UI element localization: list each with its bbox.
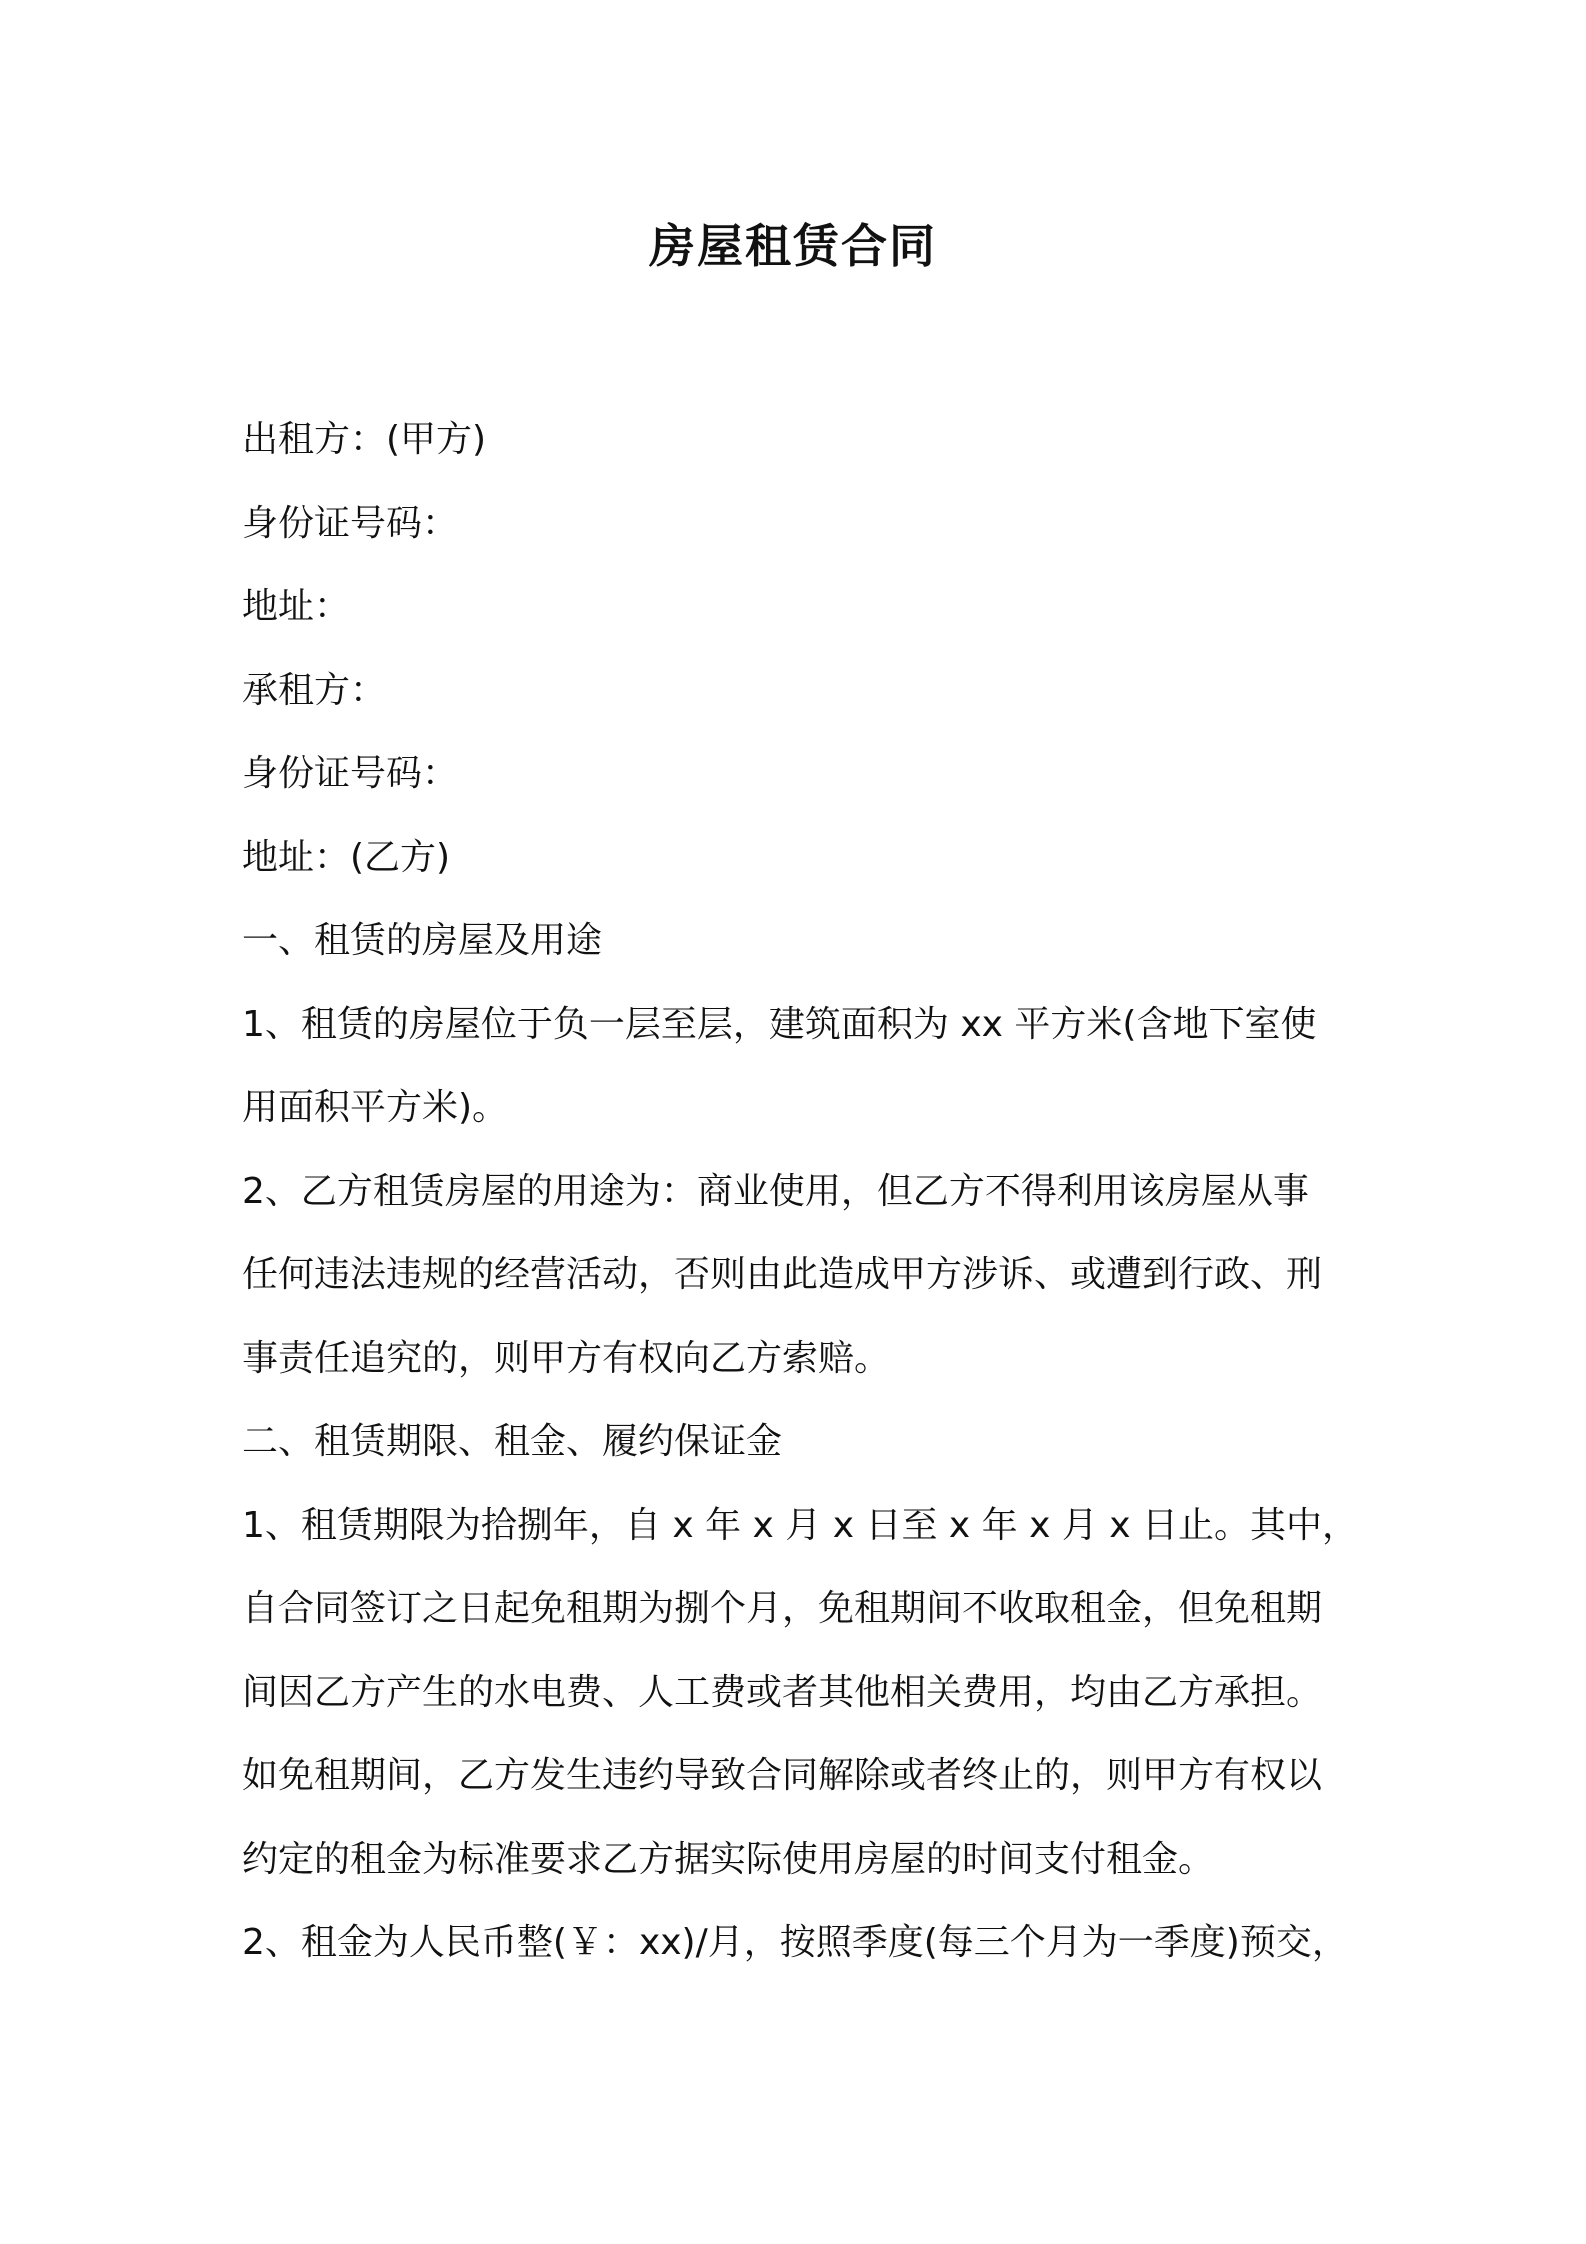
section-1-item-1-line-1: 1、租赁的房屋位于负一层至层，建筑面积为 xx 平方米(含地下室使: [242, 1003, 1317, 1045]
document-title: 房屋租赁合同: [649, 219, 937, 273]
section-2-heading: 二、租赁期限、租金、履约保证金: [242, 1421, 783, 1462]
lessor-line: 出租方：(甲方): [242, 419, 487, 460]
section-2-item-1-line-3: 间因乙方产生的水电费、人工费或者其他相关费用，均由乙方承担。: [242, 1671, 1323, 1713]
lessee-address-line: 地址：(乙方): [242, 836, 451, 878]
section-2-item-1-line-5: 约定的租金为标准要求乙方据实际使用房屋的时间支付租金。: [242, 1838, 1215, 1880]
section-2-item-1-line-2: 自合同签订之日起免租期为捌个月，免租期间不收取租金，但免租期: [242, 1588, 1323, 1629]
section-1-heading: 一、租赁的房屋及用途: [242, 920, 603, 961]
section-1-item-2-line-3: 事责任追究的，则甲方有权向乙方索赔。: [242, 1337, 891, 1379]
section-2-item-1-line-1: 1、租赁期限为拾捌年，自 x 年 x 月 x 日至 x 年 x 月 x 日止。其中，: [242, 1504, 1359, 1546]
section-1-item-2-line-2: 任何违法违规的经营活动，否则由此造成甲方涉诉、或遭到行政、刑: [242, 1254, 1323, 1295]
section-2-item-1-line-4: 如免租期间，乙方发生违约导致合同解除或者终止的，则甲方有权以: [242, 1755, 1323, 1796]
section-1-item-2-line-1: 2、乙方租赁房屋的用途为：商业使用，但乙方不得利用该房屋从事: [242, 1170, 1309, 1212]
lessor-address-line: 地址：: [242, 586, 351, 627]
lessee-line: 承租方：: [242, 669, 387, 711]
section-2-item-2-line-1: 2、租金为人民币整(￥：xx)/月，按照季度(每三个月为一季度)预交，: [242, 1922, 1348, 1963]
lessee-id-line: 身份证号码：: [242, 753, 459, 794]
document-body: [242, 398, 1360, 1985]
lessor-id-line: 身份证号码：: [242, 502, 459, 544]
section-1-item-1-line-2: 用面积平方米)。: [242, 1087, 509, 1128]
